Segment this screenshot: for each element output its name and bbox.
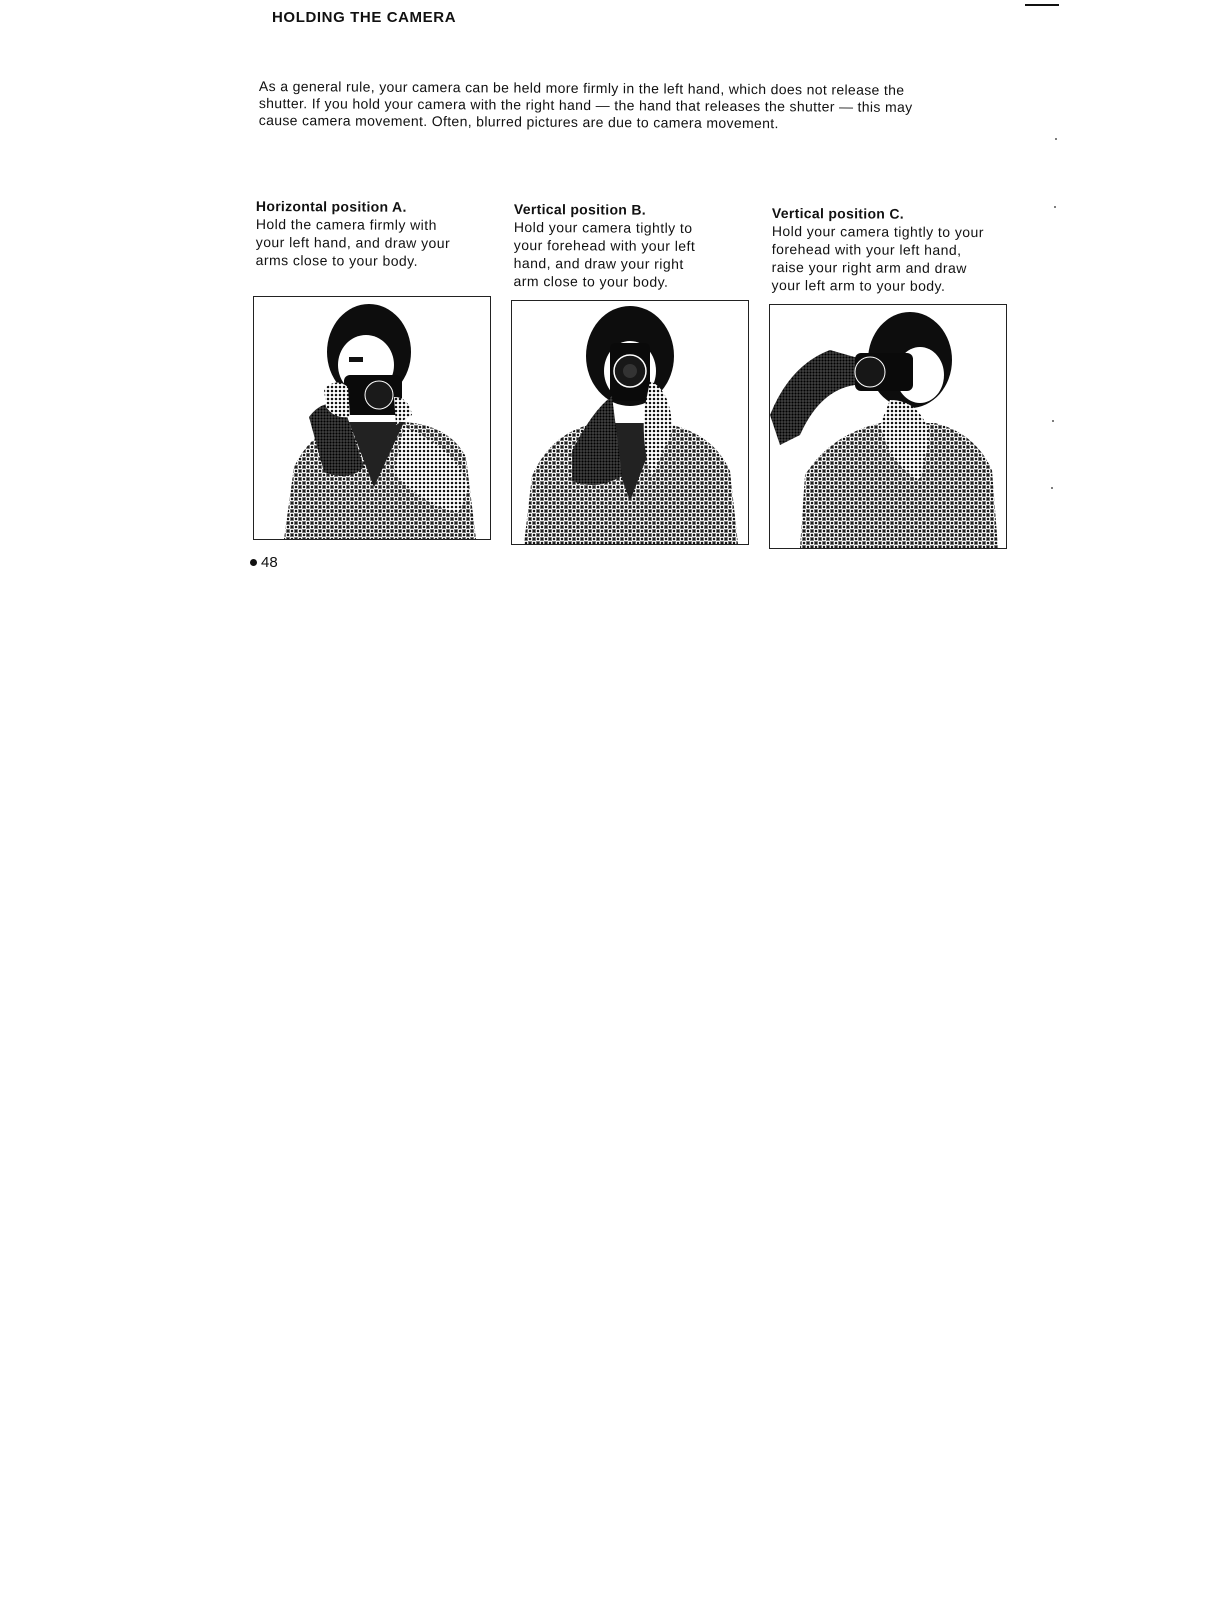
- caption-line: Hold the camera firmly with: [255, 215, 437, 233]
- photographer-vertical-hold-icon: [511, 300, 749, 545]
- intro-line: cause camera movement. Often, blurred pictures are due to camera movement.: [258, 111, 779, 132]
- position-c-heading: Vertical position C.: [771, 204, 905, 222]
- caption-line: forehead with your left hand,: [771, 240, 962, 258]
- caption-line: hand, and draw your right: [513, 254, 684, 272]
- position-c-caption: [772, 204, 1012, 295]
- position-c-text: [772, 222, 1012, 295]
- page-number: [250, 554, 278, 571]
- position-a-text: [256, 215, 496, 270]
- intro-paragraph: [259, 78, 969, 133]
- position-a-heading: Horizontal position A.: [255, 197, 407, 215]
- caption-line: your left arm to your body.: [771, 276, 946, 294]
- position-a-caption: [256, 197, 496, 270]
- photographer-horizontal-hold-icon: [253, 296, 491, 540]
- position-b-caption: [514, 200, 754, 291]
- page-number-text: 48: [261, 554, 278, 571]
- caption-line: your left hand, and draw your: [255, 233, 451, 252]
- intro-line: As a general rule, your camera can be held more firmly in the left hand, which does not release the: [258, 78, 905, 98]
- position-b-heading: Vertical position B.: [513, 200, 647, 218]
- caption-line: your forehead with your left: [513, 236, 696, 254]
- caption-line: Hold your camera tightly to: [513, 218, 693, 236]
- caption-line: Hold your camera tightly to your: [771, 222, 984, 241]
- caption-line: arms close to your body.: [255, 251, 418, 269]
- page-title: HOLDING THE CAMERA: [272, 9, 457, 26]
- top-margin-rule: [1025, 4, 1059, 6]
- scan-speck: [1054, 206, 1056, 208]
- scan-speck: [1051, 487, 1053, 489]
- scan-speck: [1052, 420, 1054, 422]
- caption-line: raise your right arm and draw: [771, 258, 967, 277]
- intro-line: shutter. If you hold your camera with the right hand — the hand that releases the shutter — this may: [258, 94, 913, 115]
- scan-speck: [1055, 138, 1057, 140]
- bullet-icon: [250, 559, 257, 566]
- caption-line: arm close to your body.: [513, 272, 669, 290]
- position-b-text: [514, 218, 754, 291]
- photographer-raised-arm-hold-icon: [769, 304, 1007, 549]
